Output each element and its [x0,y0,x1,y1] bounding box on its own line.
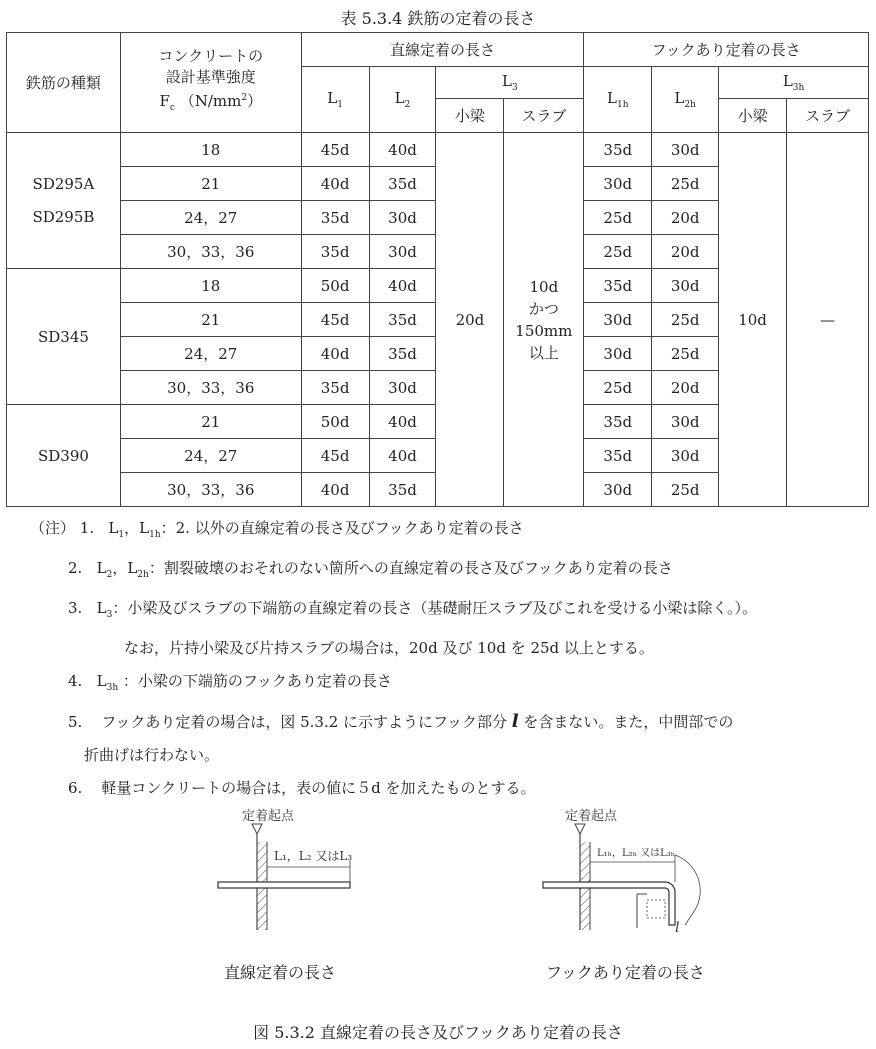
l1h-cell: 25d [584,235,652,269]
dim-label-left: L₁，L₂ 又はL₃ [274,849,353,863]
l1-cell: 35d [301,201,369,235]
l2-cell: 40d [369,269,436,303]
l2-cell: 35d [369,167,436,201]
l1h-cell: 35d [584,405,652,439]
l2h-cell: 20d [652,235,719,269]
l1-cell: 45d [301,133,369,167]
l3-slab-cell: 10d かつ 150mm 以上 [504,133,584,507]
l1h-cell: 30d [584,167,652,201]
l3-small-beam-cell: 20d [436,133,504,507]
note-2: 2. $L_2$，$L_{2h}$：割裂破壊のおそれのない箇所への直線定着の長さ及びフックあり定着の長さ [68,559,673,580]
fc-cell: 30，33，36 [120,371,301,405]
l1-cell: 40d [301,337,369,371]
origin-marker-icon [575,824,585,834]
l2h-cell: 25d [652,473,719,507]
l2h-cell: 20d [652,371,719,405]
l1-cell: 45d [301,303,369,337]
fc-cell: 21 [120,167,301,201]
origin-label-right: 定着起点 [565,809,618,824]
notes [30,512,860,805]
l2h-cell: 25d [652,303,719,337]
l1-cell: 35d [301,371,369,405]
l2h-cell: 30d [652,439,719,473]
l1h-cell: 30d [584,473,652,507]
l3h-slab-cell: — [787,133,869,507]
l2-cell: 35d [369,303,436,337]
header-small-beam: 小梁 [436,99,504,133]
header-l2: $L_2$ [369,67,436,133]
table-row [7,133,869,167]
rebar-type-cell: SD390 [7,405,121,507]
fc-cell: 24，27 [120,439,301,473]
note-3: 3. $L_3$：小梁及びスラブの下端筋の直線定着の長さ（基礎耐圧スラブ及びこれを受ける小梁は除く。）。 [68,599,758,620]
anchorage-length-table [6,32,869,507]
fc-cell: 30，33，36 [120,235,301,269]
rebar-type-cell: SD345 [7,269,121,405]
hook-l-label: l [675,920,680,936]
l1-cell: 50d [301,269,369,303]
dim-label-right: L₁ₕ，L₂ₕ 又はL₃ₕ [597,848,676,859]
fc-cell: 30，33，36 [120,473,301,507]
l1h-cell: 25d [584,201,652,235]
l2-cell: 30d [369,371,436,405]
fc-cell: 18 [120,269,301,303]
l1h-cell: 35d [584,269,652,303]
header-slab: スラブ [504,99,584,133]
l2h-cell: 30d [652,133,719,167]
note-6: 6. 軽量コンクリートの場合は，表の値に５d を加えたものとする。 [68,779,536,797]
l2-cell: 35d [369,337,436,371]
fc-cell: 21 [120,303,301,337]
header-l3h: $L_{3h}$ [719,67,869,99]
note-1: （注） 1. $L_1$，$L_{1h}$：2. 以外の直線定着の長さ及びフックあり定着の長さ [30,519,524,540]
l1h-cell: 30d [584,303,652,337]
l3h-small-beam-cell: 10d [719,133,787,507]
fc-cell: 24，27 [120,201,301,235]
l1-cell: 50d [301,405,369,439]
fc-cell: 18 [120,133,301,167]
origin-marker-icon [252,824,262,834]
hook-anchorage-diagram [525,800,725,940]
rebar-type-cell: SD295A SD295B [7,133,121,269]
note-5-cont: 折曲げは行わない。 [84,746,220,764]
l2-cell: 40d [369,439,436,473]
header-slab-h: スラブ [787,99,869,133]
fc-cell: 24，27 [120,337,301,371]
header-l2h: $L_{2h}$ [652,67,719,133]
table-caption: 表 5.3.4 鉄筋の定着の長さ [340,9,536,28]
header-l1: $L_1$ [301,67,369,133]
note-5: 5. フックあり定着の場合は，図 5.3.2 に示すようにフック部分 l を含まない。また，中間部での [68,711,734,732]
l1-cell: 35d [301,235,369,269]
l2h-cell: 25d [652,337,719,371]
header-hook: フックあり定着の長さ [584,33,869,67]
l2-cell: 30d [369,235,436,269]
label-hook: フックあり定着の長さ [546,963,705,982]
l2h-cell: 30d [652,405,719,439]
l1h-cell: 35d [584,133,652,167]
l1h-cell: 25d [584,371,652,405]
header-rebar-type: 鉄筋の種類 [7,33,121,133]
header-small-beam-h: 小梁 [719,99,787,133]
origin-label-left: 定着起点 [242,809,295,824]
l2h-cell: 20d [652,201,719,235]
straight-anchorage-diagram [200,800,380,940]
note-3-cont: なお，片持小梁及び片持スラブの場合は，20d 及び 10d を 25d 以上とする。 [124,639,654,657]
header-straight: 直線定着の長さ [301,33,584,67]
l2-cell: 30d [369,201,436,235]
l1-cell: 40d [301,167,369,201]
l2-cell: 40d [369,405,436,439]
note-4: 4. $L_{3h}$ ：小梁の下端筋のフックあり定着の長さ [68,672,392,693]
l1h-cell: 35d [584,439,652,473]
header-l1h: $L_{1h}$ [584,67,652,133]
l1-cell: 45d [301,439,369,473]
figure-caption: 図 5.3.2 直線定着の長さ及びフックあり定着の長さ [253,1023,623,1042]
l1h-cell: 30d [584,337,652,371]
header-strength: コンクリートの 設計基準強度 $F_c$ $(N/mm^2)$ [120,33,301,133]
l1-cell: 40d [301,473,369,507]
label-straight: 直線定着の長さ [224,963,337,982]
fc-cell: 21 [120,405,301,439]
l2-cell: 40d [369,133,436,167]
l2h-cell: 30d [652,269,719,303]
header-l3: $L_3$ [436,67,584,99]
l2-cell: 35d [369,473,436,507]
l2h-cell: 25d [652,167,719,201]
